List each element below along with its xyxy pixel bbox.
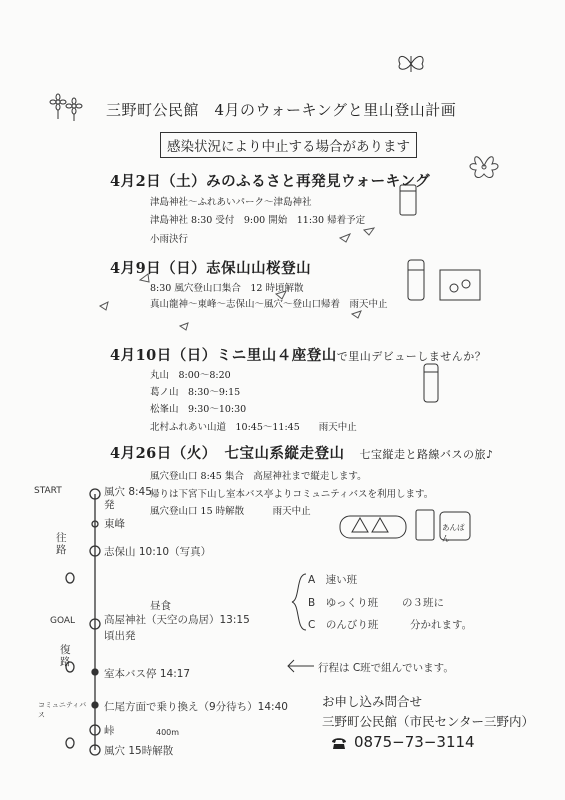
contact-label: お申し込み問合せ (322, 694, 423, 709)
petal-doodles (80, 220, 400, 340)
event-4-line-2: 帰りは下宮下山し室本バス亭よりコミュニティバスを利用します。 (150, 489, 434, 500)
phone-icon (330, 736, 348, 750)
event-3-line-2: 葛ノ山 8:30〜9:15 (150, 387, 241, 398)
event-3-line-3: 松峯山 9:30〜10:30 (150, 404, 247, 415)
group-bracket (290, 572, 310, 632)
route-stop-7: 峠 (104, 725, 115, 737)
event-4-heading: 4月26日（火） 七宝山系縦走登山 七宝縦走と路線バスの旅♪ (110, 445, 494, 462)
group-b: B ゆっくり班 (308, 597, 379, 609)
group-c: C のんびり班 (308, 619, 379, 631)
route-stop-6: 仁尾方面で乗り換え（9分待ち）14:40 (104, 701, 288, 713)
route-stop-5: 室本バス停 14:17 (104, 668, 191, 680)
route-side-outbound: 往路 (56, 532, 67, 556)
route-side-bus: コミュニティバス (38, 701, 87, 719)
can-label: あんぱん (442, 523, 465, 543)
page-title: 三野町公民館 4月のウォーキングと里山登山計画 (106, 101, 457, 119)
route-side-return: 復路 (60, 644, 71, 668)
route-stop-1: 風穴 8:45 発 (104, 486, 152, 511)
route-goal-label: GOAL (50, 616, 76, 626)
blossom-icon (462, 146, 506, 186)
route-lunch: 昼食 (150, 600, 171, 612)
event-4-line-3: 風穴登山口 15 時解散 雨天中止 (150, 506, 311, 517)
contact-org: 三野町公民館（市民センター三野内） (322, 714, 535, 729)
group-tip: 行程は C班で組んでいます。 (318, 662, 454, 674)
group-note-2: 分かれます。 (410, 619, 473, 631)
bottle-and-snack-icon (404, 258, 484, 304)
event-2-line-1: 8:30 風穴登山口集合 12 時頃解散 (150, 283, 304, 294)
event-1-line-2: 津島神社 8:30 受付 9:00 開始 11:30 帰着予定 (150, 215, 366, 226)
flower-icon (48, 92, 88, 122)
arrow-icon (284, 656, 318, 676)
route-start-label: START (34, 486, 62, 496)
event-2-line-2: 真山龍神〜東峰〜志保山〜風穴〜登山口帰着 雨天中止 (150, 299, 388, 310)
bottle-icon (420, 362, 444, 406)
route-stop-4: 高屋神社（天空の鳥居）13:15 頃出発 (104, 614, 250, 642)
event-1-line-3: 小雨決行 (150, 234, 189, 245)
event-4-line-1: 風穴登山口 8:45 集合 高屋神社まで縦走します。 (150, 471, 367, 482)
event-3-heading: 4月10日（日）ミニ里山４座登山で里山デビューしませんか？ (110, 347, 487, 364)
event-2-heading: 4月9日（日）志保山山桜登山 (110, 260, 312, 277)
can-icon (396, 182, 420, 218)
route-stop-3: 志保山 10:10（写真） (104, 546, 212, 558)
event-3-heading-note: で里山デビューしませんか？ (336, 350, 487, 363)
butterfly-icon (394, 52, 428, 76)
route-stop-2: 東峰 (104, 518, 125, 530)
event-3-line-1: 丸山 8:00〜8:20 (150, 370, 231, 381)
contact-phone: 0875−73−3114 (354, 733, 475, 751)
event-4-heading-note: 七宝縦走と路線バスの旅♪ (359, 448, 494, 461)
event-3-line-4: 北村ふれあい山道 10:45〜11:45 雨天中止 (150, 422, 357, 433)
notice-box: 感染状況により中止する場合があります (160, 132, 417, 158)
event-1-heading: 4月2日（土）みのふるさと再発見ウォーキング (110, 173, 431, 190)
route-stop-8: 風穴 15時解散 (104, 745, 174, 757)
route-distance: 400m (156, 728, 180, 737)
group-a: A 速い班 (308, 574, 358, 586)
event-1-line-1: 津島神社〜ふれあいパーク〜津島神社 (150, 197, 312, 208)
group-note-1: の３班に (402, 597, 444, 609)
